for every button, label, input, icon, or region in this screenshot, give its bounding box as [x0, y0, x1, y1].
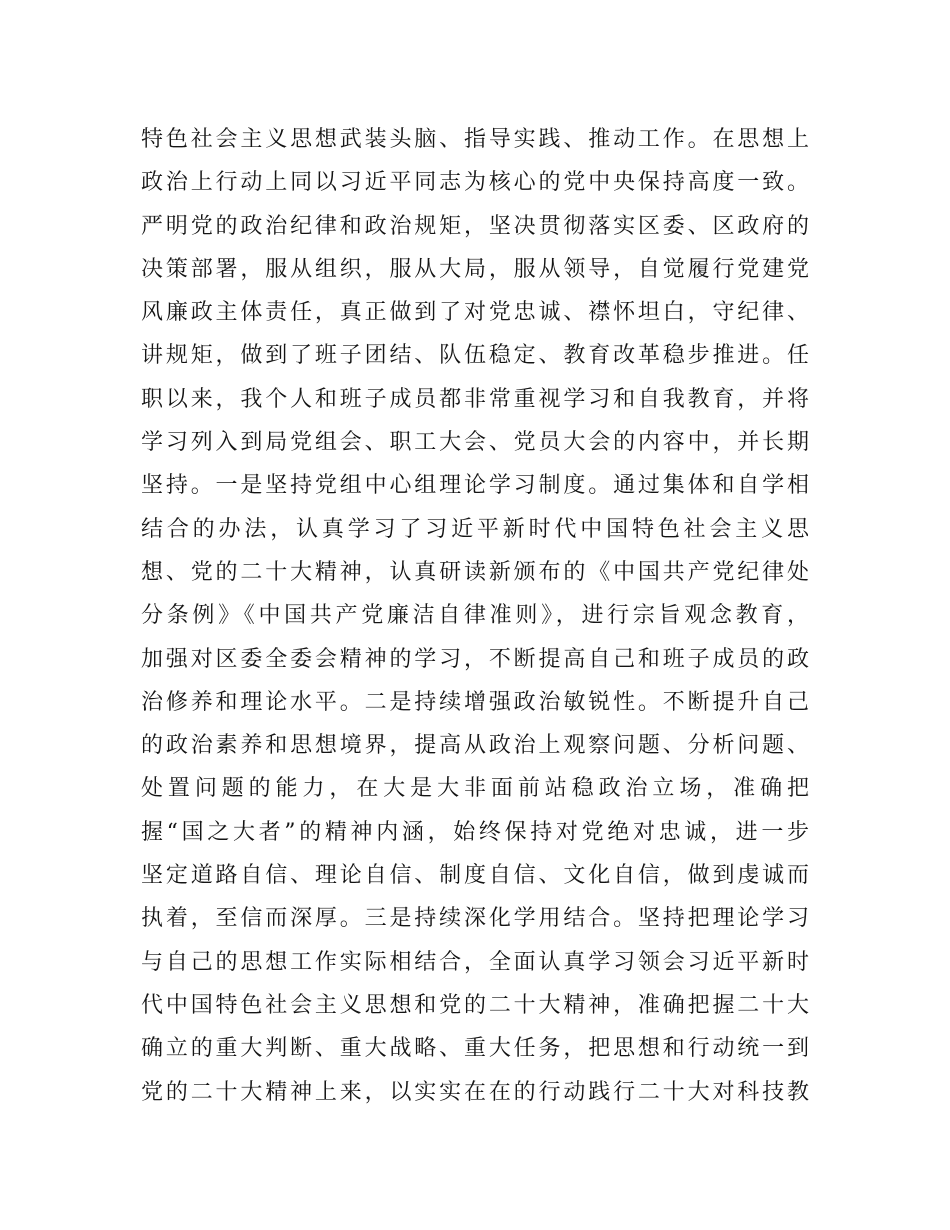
text-line: 严明党的政治纪律和政治规矩，坚决贯彻落实区委、区政府的 — [141, 213, 809, 239]
text-line: 代中国特色社会主义思想和党的二十大精神，准确把握二十大 — [141, 992, 809, 1018]
text-line: 政治上行动上同以习近平同志为核心的党中央保持高度一致。 — [141, 170, 809, 196]
text-line: 加强对区委全委会精神的学习，不断提高自己和班子成员的政 — [141, 646, 809, 672]
text-line: 学习列入到局党组会、职工大会、党员大会的内容中，并长期 — [141, 430, 809, 456]
text-line: 治修养和理论水平。二是持续增强政治敏锐性。不断提升自己 — [141, 689, 809, 715]
text-line: 坚定道路自信、理论自信、制度自信、文化自信，做到虔诚而 — [141, 863, 809, 889]
text-line: 特色社会主义思想武装头脑、指导实践、推动工作。在思想上 — [141, 127, 809, 152]
text-line: 决策部署，服从组织，服从大局，服从领导，自觉履行党建党 — [141, 256, 809, 282]
text-line: 想、党的二十大精神，认真研读新颁布的《中国共产党纪律处 — [141, 559, 809, 585]
text-line: 执着，至信而深厚。三是持续深化学用结合。坚持把理论学习 — [141, 906, 809, 932]
text-line: 职以来，我个人和班子成员都非常重视学习和自我教育，并将 — [141, 386, 809, 412]
text-line: 握“国之大者”的精神内涵，始终保持对党绝对忠诚，进一步 — [141, 819, 809, 845]
body-paragraph — [141, 118, 809, 1114]
text-line: 讲规矩，做到了班子团结、队伍稳定、教育改革稳步推进。任 — [141, 343, 809, 369]
text-line: 党的二十大精神上来，以实实在在的行动践行二十大对科技教 — [141, 1079, 809, 1105]
text-line: 与自己的思想工作实际相结合，全面认真学习领会习近平新时 — [141, 949, 809, 975]
text-line: 风廉政主体责任，真正做到了对党忠诚、襟怀坦白，守纪律、 — [141, 300, 809, 326]
text-line: 确立的重大判断、重大战略、重大任务，把思想和行动统一到 — [141, 1036, 809, 1062]
text-line: 分条例》《中国共产党廉洁自律准则》，进行宗旨观念教育， — [141, 603, 809, 629]
text-line: 的政治素养和思想境界，提高从政治上观察问题、分析问题、 — [141, 733, 809, 759]
text-line: 坚持。一是坚持党组中心组理论学习制度。通过集体和自学相 — [141, 473, 809, 499]
text-line: 处置问题的能力，在大是大非面前站稳政治立场，准确把 — [141, 776, 809, 802]
text-line: 结合的办法，认真学习了习近平新时代中国特色社会主义思 — [141, 516, 809, 542]
